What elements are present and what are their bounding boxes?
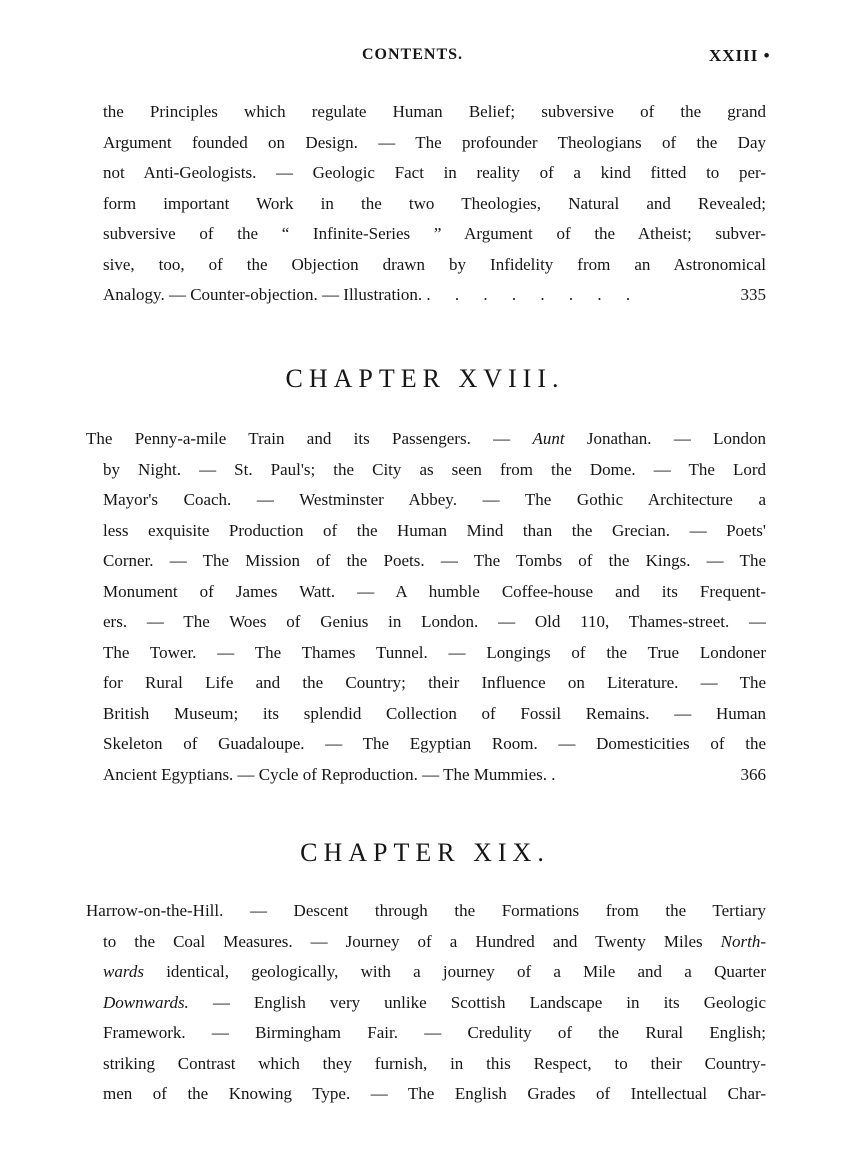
- chapter-heading-18: CHAPTER XVIII.: [285, 364, 565, 393]
- chapter-17-summary-continuation: [103, 97, 766, 311]
- summary-line: not Anti-Geologists. — Geologic Fact in reality of a kind fitted to per-: [103, 163, 766, 182]
- summary-line: the Principles which regulate Human Belief; subversive of the grand: [103, 102, 766, 121]
- page-reference: 366: [740, 764, 766, 784]
- summary-line-text: Jonathan. — London: [586, 429, 766, 448]
- italic-word: North-: [720, 931, 767, 951]
- summary-line: less exquisite Production of the Human Mind than the Grecian. — Poets': [103, 520, 766, 540]
- summary-first-line: [86, 424, 766, 455]
- summary-line: [103, 927, 766, 958]
- summary-line: Mayor's Coach. — Westminster Abbey. — The Gothic Architecture a: [103, 490, 766, 509]
- summary-line: Framework. — Birmingham Fair. — Credulity of the Rural English;: [103, 1023, 766, 1042]
- summary-line: Skeleton of Guadaloupe. — The Egyptian Room. — Domesticities of the: [103, 734, 766, 753]
- summary-line-text: identical, geologically, with a journey of a Mile and a Quarter: [166, 962, 766, 981]
- summary-line: Corner. — The Mission of the Poets. — The Tombs of the Kings. — The: [103, 551, 766, 570]
- summary-line: for Rural Life and the Country; their Influence on Literature. — The: [103, 673, 766, 692]
- summary-line: men of the Knowing Type. — The English Grades of Intellectual Char-: [103, 1084, 766, 1103]
- running-head: [0, 46, 850, 70]
- italic-word: Downwards.: [103, 992, 189, 1012]
- page-reference: 335: [740, 285, 766, 304]
- summary-line-text: — English very unlike Scottish Landscape in its Geologic: [212, 992, 767, 1012]
- summary-line: striking Contrast which they furnish, in this Respect, to their Country-: [103, 1053, 766, 1073]
- page-number: XXIII •: [709, 46, 771, 65]
- summary-line: [103, 988, 766, 1019]
- running-title: CONTENTS.: [362, 46, 464, 63]
- summary-line-text: The Penny-a-mile Train and its Passengers. —: [86, 429, 511, 448]
- summary-line-text: Analogy. — Counter-objection. — Illustration.: [103, 285, 423, 304]
- summary-line: British Museum; its splendid Collection of Fossil Remains. — Human: [103, 703, 766, 723]
- summary-line: ers. — The Woes of Genius in London. — Old 110, Thames-street. —: [103, 612, 766, 631]
- summary-line: by Night. — St. Paul's; the City as seen from the Dome. — The Lord: [103, 459, 766, 479]
- summary-line: The Tower. — The Thames Tunnel. — Longings of the True Londoner: [103, 642, 766, 662]
- summary-first-line: Harrow-on-the-Hill. — Descent through the Formations from the Tertiary: [86, 901, 766, 920]
- summary-line: sive, too, of the Objection drawn by Infidelity from an Astronomical: [103, 254, 766, 274]
- summary-line: Monument of James Watt. — A humble Coffee-house and its Frequent-: [103, 581, 766, 601]
- chapter-18-summary: [86, 424, 766, 790]
- dot-leaders: . . . . . . . .: [426, 285, 641, 304]
- summary-line-text: Ancient Egyptians. — Cycle of Reproduction. — The Mummies.: [103, 764, 547, 784]
- summary-line-text: to the Coal Measures. — Journey of a Hundred and Twenty Miles: [103, 931, 703, 951]
- italic-word: Aunt: [532, 429, 565, 448]
- summary-line: Argument founded on Design. — The profounder Theologians of the Day: [103, 132, 766, 152]
- summary-line: form important Work in the two Theologies, Natural and Revealed;: [103, 193, 766, 213]
- summary-line: subversive of the “ Infinite-Series ” Argument of the Atheist; subver-: [103, 224, 766, 243]
- italic-word: wards: [103, 962, 144, 981]
- summary-last-line: [103, 280, 766, 311]
- chapter-heading-19: CHAPTER XIX.: [300, 838, 550, 867]
- summary-last-line: [103, 760, 766, 791]
- summary-line: [103, 957, 766, 988]
- chapter-19-summary: [86, 896, 767, 1110]
- dot-leaders: .: [551, 764, 566, 784]
